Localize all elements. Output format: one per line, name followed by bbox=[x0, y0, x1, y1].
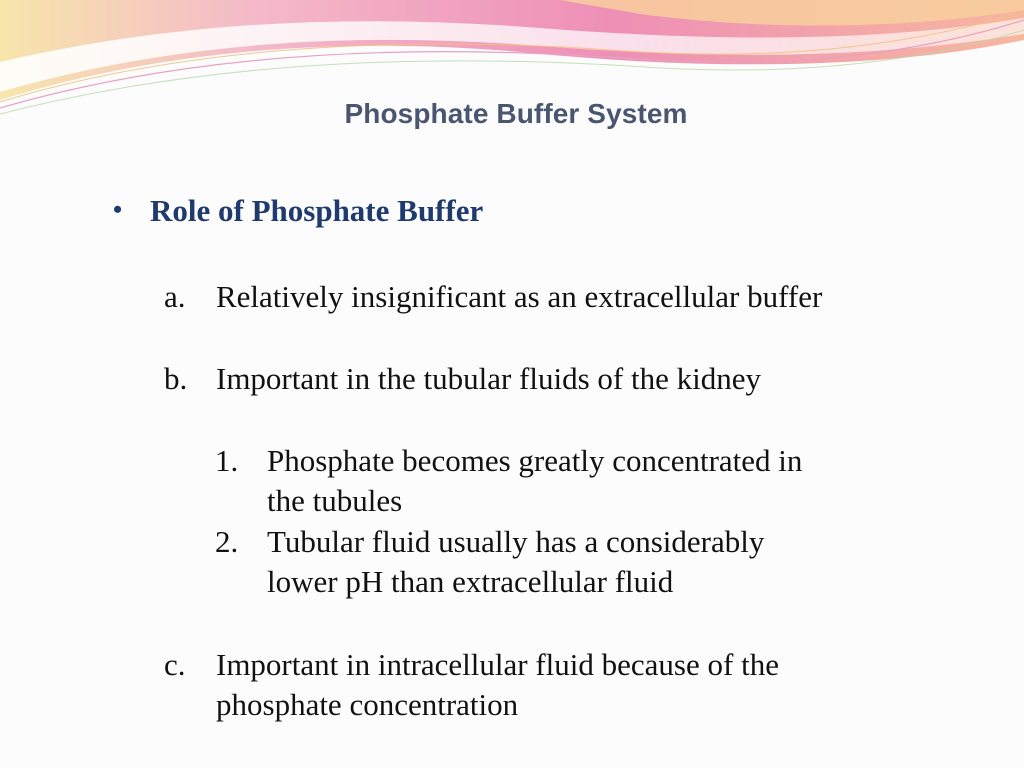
subitem-2-line-2: lower pH than extracellular fluid bbox=[267, 564, 674, 599]
subitem-2-marker: 2. bbox=[215, 524, 239, 559]
subitem-2-line-1: Tubular fluid usually has a considerably bbox=[267, 524, 765, 559]
item-c-line-2: phosphate concentration bbox=[216, 687, 519, 722]
item-b-text: Important in the tubular fluids of the kidney bbox=[216, 361, 761, 396]
bullet-heading-row bbox=[113, 193, 483, 229]
item-c-marker: c. bbox=[164, 647, 186, 682]
item-c-line-1: Important in intracellular fluid because of the bbox=[216, 647, 779, 682]
item-b-marker: b. bbox=[164, 361, 188, 396]
subitem-1-marker: 1. bbox=[215, 443, 239, 478]
bullet-heading: Role of Phosphate Buffer bbox=[150, 193, 484, 228]
subitem-1-line-1: Phosphate becomes greatly concentrated in bbox=[267, 443, 803, 478]
item-a-marker: a. bbox=[164, 279, 186, 314]
item-a-text: Relatively insignificant as an extracellular buffer bbox=[216, 279, 823, 314]
subitem-1-line-2: the tubules bbox=[267, 483, 403, 518]
bullet-icon: • bbox=[113, 195, 123, 224]
slide-title: Phosphate Buffer System bbox=[344, 98, 688, 129]
